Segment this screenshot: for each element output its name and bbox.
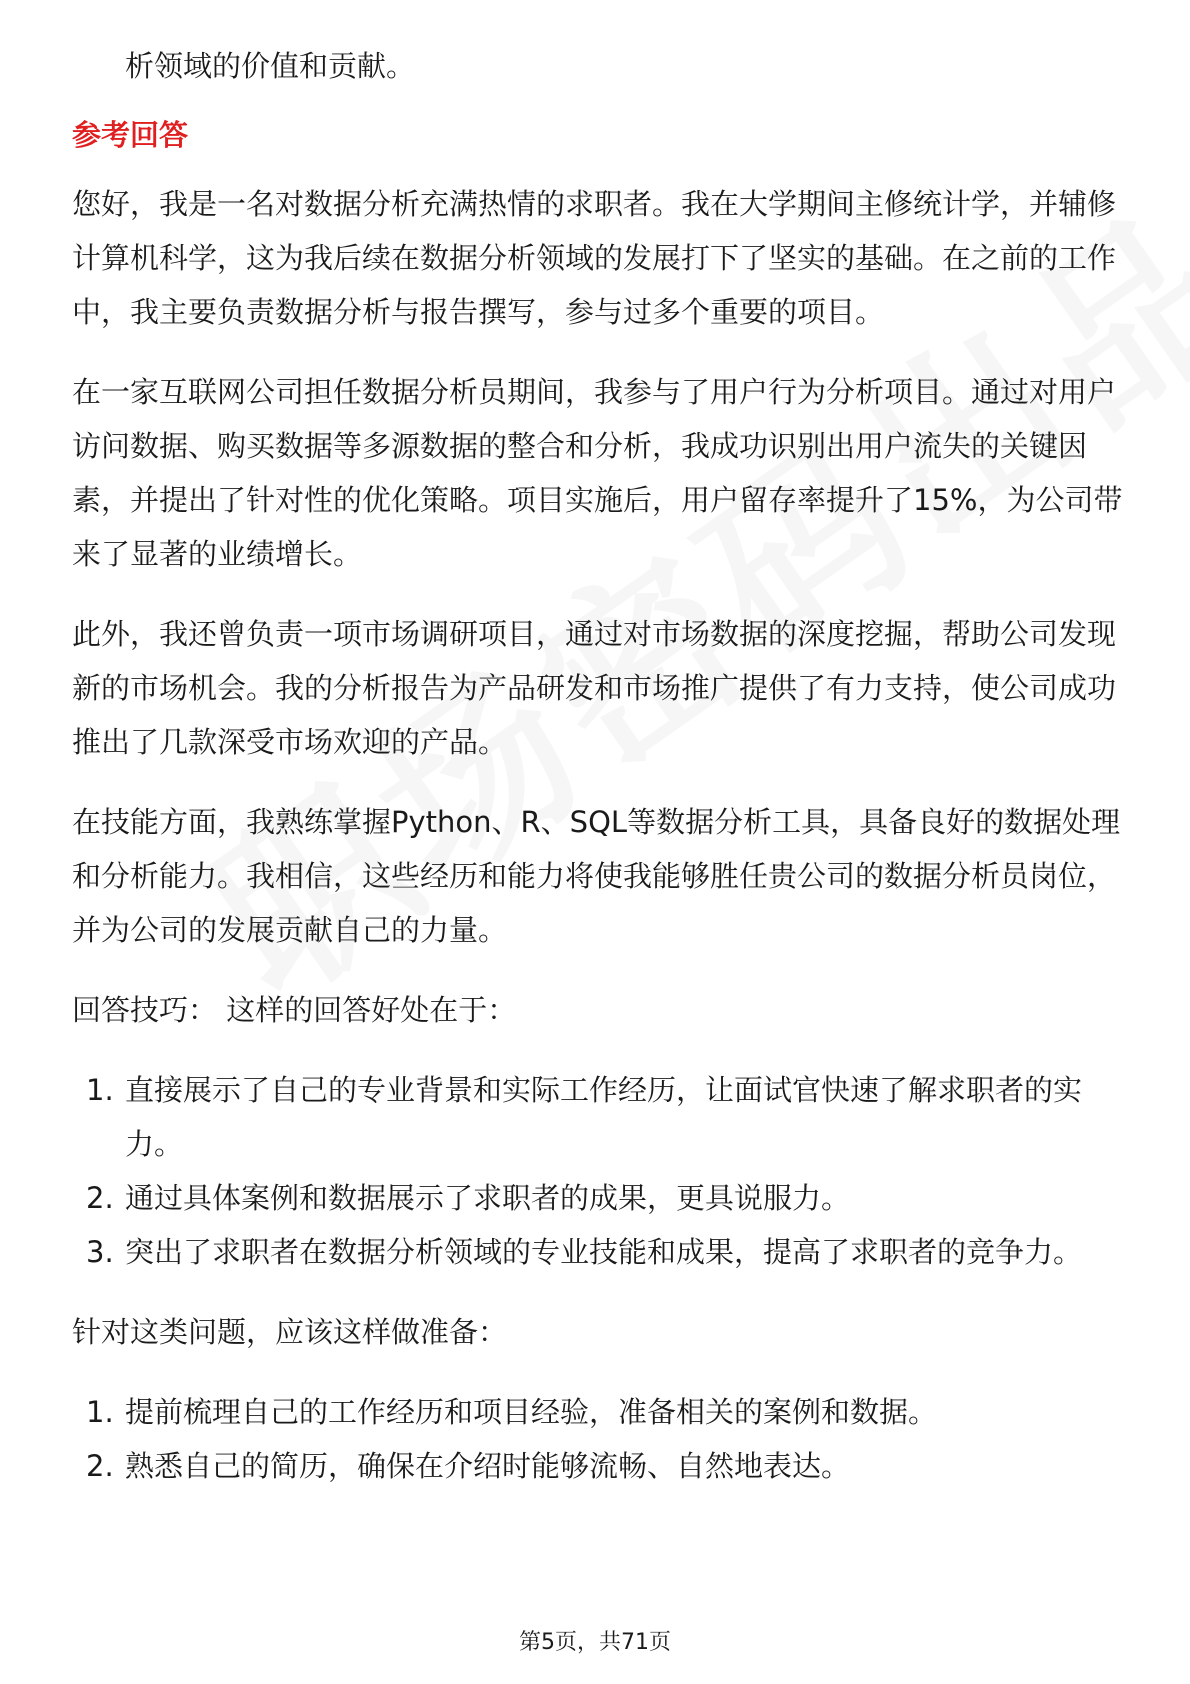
paragraph-2-line-4: 来了显著的业绩增长。	[72, 537, 363, 571]
tips-label: 回答技巧： 这样的回答好处在于：	[72, 993, 517, 1027]
tip-2-number: 2.	[86, 1181, 114, 1215]
paragraph-3-line-2: 新的市场机会。我的分析报告为产品研发和市场推广提供了有力支持，使公司成功	[72, 671, 1117, 705]
tip-2-line-1: 通过具体案例和数据展示了求职者的成果，更具说服力。	[125, 1181, 851, 1215]
paragraph-4-line-1: 在技能方面，我熟练掌握Python、R、SQL等数据分析工具，具备良好的数据处理	[72, 805, 1121, 839]
prep-1-line-1: 提前梳理自己的工作经历和项目经验，准备相关的案例和数据。	[125, 1395, 938, 1429]
intro-tail: 析领域的价值和贡献。	[125, 49, 416, 83]
tip-1-line-1: 直接展示了自己的专业背景和实际工作经历，让面试官快速了解求职者的实	[125, 1073, 1083, 1107]
paragraph-4-line-3: 并为公司的发展贡献自己的力量。	[72, 913, 508, 947]
paragraph-1-line-3: 中，我主要负责数据分析与报告撰写，参与过多个重要的项目。	[72, 295, 885, 329]
prep-1-number: 1.	[86, 1395, 114, 1429]
paragraph-2-line-2: 访问数据、购买数据等多源数据的整合和分析，我成功识别出用户流失的关键因	[72, 429, 1088, 463]
paragraph-4-line-2: 和分析能力。我相信，这些经历和能力将使我能够胜任贵公司的数据分析员岗位，	[72, 859, 1117, 893]
paragraph-2-line-1: 在一家互联网公司担任数据分析员期间，我参与了用户行为分析项目。通过对用户	[72, 375, 1117, 409]
paragraph-1-line-2: 计算机科学，这为我后续在数据分析领域的发展打下了坚实的基础。在之前的工作	[72, 241, 1117, 275]
paragraph-2-line-3: 素，并提出了针对性的优化策略。项目实施后，用户留存率提升了15%，为公司带	[72, 483, 1123, 517]
tip-3-number: 3.	[86, 1235, 114, 1269]
tip-3-line-1: 突出了求职者在数据分析领域的专业技能和成果，提高了求职者的竞争力。	[125, 1235, 1083, 1269]
paragraph-3-line-1: 此外，我还曾负责一项市场调研项目，通过对市场数据的深度挖掘，帮助公司发现	[72, 617, 1117, 651]
prep-label: 针对这类问题，应该这样做准备：	[72, 1315, 508, 1349]
prep-2-number: 2.	[86, 1449, 114, 1483]
tip-1-line-2: 力。	[125, 1127, 184, 1161]
page-footer: 第5页，共71页	[519, 1630, 671, 1655]
section-heading: 参考回答	[72, 118, 189, 152]
tip-1-number: 1.	[86, 1073, 114, 1107]
paragraph-3-line-3: 推出了几款深受市场欢迎的产品。	[72, 725, 508, 759]
prep-2-line-1: 熟悉自己的简历，确保在介绍时能够流畅、自然地表达。	[125, 1449, 851, 1483]
paragraph-1-line-1: 您好，我是一名对数据分析充满热情的求职者。我在大学期间主修统计学，并辅修	[72, 187, 1117, 221]
